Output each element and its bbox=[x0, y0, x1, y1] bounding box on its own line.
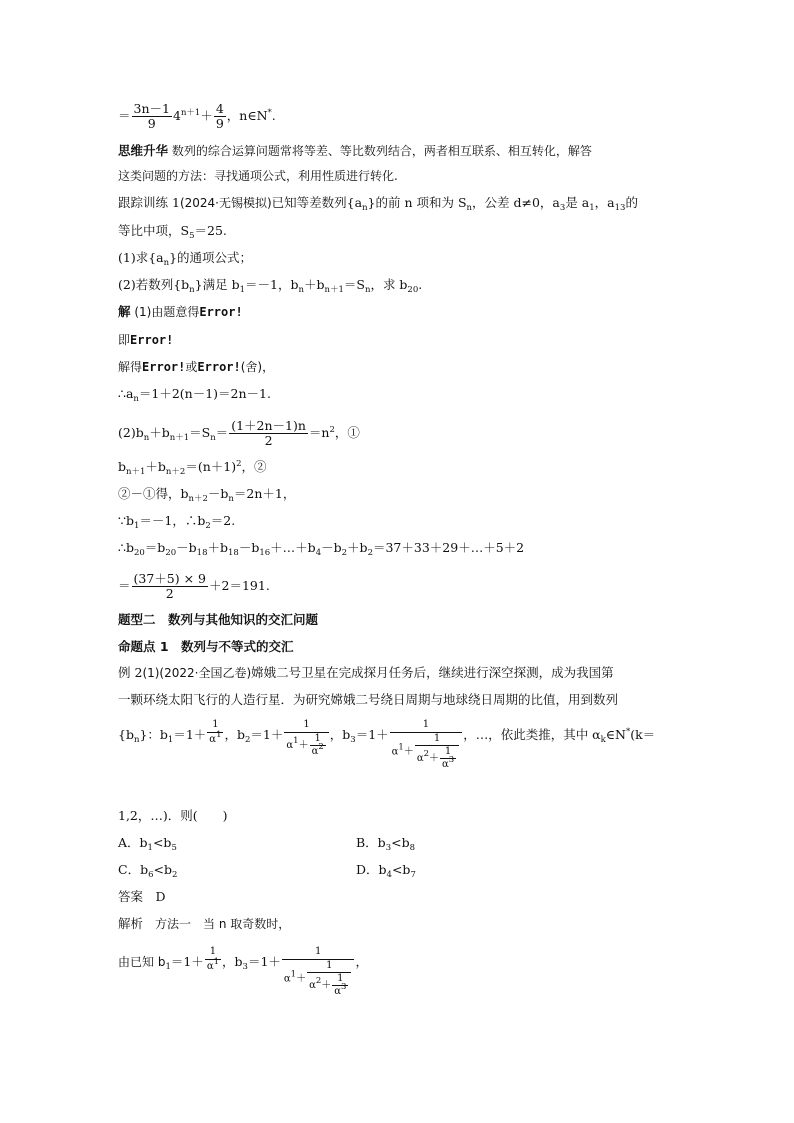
numerator: (37＋5) × 9 bbox=[133, 571, 207, 586]
text: ＝n bbox=[308, 425, 330, 440]
text: ∵b bbox=[118, 513, 134, 528]
text: (2)若数列{b bbox=[118, 277, 190, 292]
subscript: n bbox=[163, 258, 170, 268]
fraction bbox=[132, 572, 209, 601]
fraction-b2 bbox=[284, 718, 328, 758]
track-source: (2024·无锡模拟) bbox=[179, 196, 272, 210]
error-text: Error! bbox=[130, 333, 174, 347]
track-line-1 bbox=[118, 194, 638, 212]
subscript: n＋1 bbox=[324, 285, 344, 295]
text: (1)由题意得 bbox=[130, 305, 200, 319]
text: . bbox=[418, 277, 423, 292]
text: 已知等差数列{a bbox=[271, 195, 363, 210]
subscript: 6 bbox=[148, 870, 154, 880]
text: －b bbox=[176, 540, 197, 555]
text: 等比中项，S bbox=[118, 223, 190, 238]
fraction-b3-analysis bbox=[282, 945, 355, 998]
text: ＝ bbox=[118, 578, 131, 593]
answer: 答案 D bbox=[118, 889, 166, 904]
solution-line-5 bbox=[118, 419, 360, 448]
text: ＝1＋ bbox=[247, 954, 281, 969]
subscript: 2 bbox=[205, 521, 211, 531]
text: {b bbox=[118, 727, 134, 742]
track-line-2 bbox=[118, 222, 227, 240]
option-a[interactable] bbox=[118, 834, 177, 852]
solution-line-2 bbox=[118, 331, 173, 349]
analysis-line-2 bbox=[118, 940, 368, 1018]
numerator: 3n－1 bbox=[133, 101, 170, 116]
example-line-1 bbox=[118, 664, 614, 682]
text: ＝2n＋1， bbox=[233, 486, 296, 501]
example-source: (1)(2022·全国乙卷) bbox=[142, 666, 252, 680]
subscript: 3 bbox=[385, 843, 392, 853]
text: <b bbox=[391, 862, 411, 877]
text: ，b bbox=[329, 727, 351, 742]
text: 由已知 b bbox=[118, 955, 166, 969]
text: ＋…＋b bbox=[270, 540, 316, 555]
text: ＋b bbox=[149, 425, 170, 440]
denominator: 9 bbox=[215, 116, 224, 131]
subscript: n bbox=[364, 285, 371, 295]
subscript: 3 bbox=[559, 203, 566, 213]
subscript: 1 bbox=[133, 521, 140, 531]
text: 一颗环绕太阳飞行的人造行星．为研究嫦娥二号绕日周期与地球绕日周期的比值，用到数列 bbox=[118, 692, 619, 707]
text: ，② bbox=[241, 459, 267, 474]
text: ＋b bbox=[303, 277, 325, 292]
sequence-definition bbox=[118, 718, 655, 796]
question-2 bbox=[118, 276, 422, 294]
denominator: 9 bbox=[147, 116, 156, 131]
denominator: $\alpha^1+$ 1 $\alpha^2+$ $\frac{1}{\alpha^3}$ bbox=[390, 733, 463, 771]
text: 是 a bbox=[565, 195, 590, 210]
text: (1)求{a bbox=[118, 250, 164, 265]
subscript: 18 bbox=[228, 548, 239, 558]
text: 的 bbox=[625, 195, 638, 210]
subscript: n bbox=[143, 433, 150, 443]
subscript: 1 bbox=[239, 285, 246, 295]
text: ＝ bbox=[215, 425, 229, 440]
text: ＋ bbox=[200, 108, 213, 123]
subscript: 3 bbox=[242, 962, 248, 972]
subscript: 2 bbox=[171, 870, 178, 880]
text: 嫦娥二号卫星在完成探月任务后，继续进行深空探测，成为我国第 bbox=[251, 665, 614, 680]
text: ∈N bbox=[605, 727, 626, 742]
text: ，b bbox=[224, 727, 245, 742]
fraction bbox=[132, 102, 172, 131]
text: ＝b bbox=[144, 540, 166, 555]
text: －b bbox=[207, 486, 229, 501]
text: ＝ bbox=[118, 108, 131, 123]
text: ，① bbox=[334, 425, 360, 440]
subscript: 4 bbox=[315, 548, 322, 558]
option-b[interactable] bbox=[356, 834, 415, 852]
subscript: 20 bbox=[407, 285, 419, 295]
subscript: 2 bbox=[341, 548, 348, 558]
text: ＝(n＋1) bbox=[185, 459, 237, 474]
text: b bbox=[118, 459, 127, 474]
track-heading: 跟踪训练 1 bbox=[118, 195, 180, 210]
solution-line-6 bbox=[118, 458, 267, 476]
text: ，a bbox=[594, 195, 615, 210]
text: ∴a bbox=[118, 386, 134, 401]
exponent: n＋1 bbox=[180, 108, 201, 118]
subscript: n＋2 bbox=[165, 467, 186, 477]
subscript: n bbox=[362, 203, 368, 213]
example-line-2 bbox=[118, 691, 618, 709]
text: ＋b bbox=[207, 540, 228, 555]
summary-text: 这类问题的方法：寻找通项公式，利用性质进行转化. bbox=[118, 169, 398, 183]
text: ＝S bbox=[343, 277, 365, 292]
subscript: 1 bbox=[147, 843, 153, 853]
numerator: 1 bbox=[282, 945, 355, 960]
denominator: $\alpha^1$ bbox=[206, 957, 219, 972]
text: ＝1＋ bbox=[250, 727, 284, 742]
text: ＝25. bbox=[194, 223, 227, 238]
superscript: 2 bbox=[329, 425, 335, 435]
subscript: n＋1 bbox=[126, 467, 146, 477]
subscript: 1 bbox=[167, 735, 174, 745]
fraction bbox=[229, 419, 308, 448]
subscript: 18 bbox=[196, 548, 208, 558]
summary-line-2 bbox=[118, 167, 398, 185]
solution-line-10 bbox=[118, 572, 270, 601]
solution-line-8 bbox=[118, 512, 235, 530]
denominator: 2 bbox=[264, 433, 273, 448]
subscript: 4 bbox=[386, 870, 392, 880]
subscript: 7 bbox=[410, 870, 416, 880]
summary-text: 数列的综合运算问题常将等差、等比数列结合，两者相互联系、相互转化，解答 bbox=[168, 144, 592, 158]
numerator: (1＋2n－1)n bbox=[231, 418, 306, 433]
subscript: 20 bbox=[133, 548, 145, 558]
text: 解得 bbox=[118, 360, 143, 374]
text: ， bbox=[355, 954, 368, 969]
solution-line-4 bbox=[118, 385, 271, 403]
option-d[interactable] bbox=[356, 861, 416, 879]
superscript: * bbox=[625, 727, 631, 737]
text: }：b bbox=[139, 727, 168, 742]
solution-heading: 解 bbox=[118, 304, 131, 319]
text: <b bbox=[153, 862, 172, 877]
error-text: Error! bbox=[197, 360, 241, 374]
question-1 bbox=[118, 249, 252, 267]
solution-line-1 bbox=[118, 303, 243, 321]
subscript: n bbox=[133, 394, 139, 404]
text: (2)b bbox=[118, 425, 144, 440]
analysis-heading: 解析 bbox=[118, 916, 144, 931]
text: ＋b bbox=[347, 540, 368, 555]
superscript: * bbox=[267, 108, 272, 118]
text: ＋b bbox=[145, 459, 166, 474]
error-text: Error! bbox=[142, 360, 186, 374]
text: ＝－1，∴b bbox=[139, 513, 206, 528]
text: ②－①得，b bbox=[118, 486, 189, 501]
text: (舍)， bbox=[240, 360, 275, 374]
numerator: 1 bbox=[390, 718, 463, 733]
subscript: 5 bbox=[189, 231, 195, 241]
subscript: 1 bbox=[589, 203, 595, 213]
subscript: n bbox=[466, 203, 473, 213]
topic-heading: 题型二 数列与其他知识的交汇问题 bbox=[118, 612, 319, 627]
subscript: n＋1 bbox=[169, 433, 190, 443]
text: <b bbox=[152, 835, 172, 850]
subscript: n bbox=[189, 285, 195, 295]
subscript: n＋2 bbox=[188, 494, 208, 504]
text: (k＝ bbox=[630, 727, 656, 742]
subscript: 1 bbox=[165, 962, 171, 972]
text: ＝1＋ bbox=[170, 954, 204, 969]
text: B．b bbox=[356, 835, 386, 850]
subscript: 13 bbox=[614, 203, 626, 213]
subscript: 2 bbox=[367, 548, 373, 558]
text: ，n∈N bbox=[226, 108, 268, 123]
numerator: 1 bbox=[207, 718, 223, 733]
summary-line-1 bbox=[118, 142, 592, 160]
point-heading: 命题点 1 数列与不等式的交汇 bbox=[118, 639, 294, 654]
solution-line-3 bbox=[118, 358, 274, 376]
text: }的通项公式； bbox=[169, 250, 253, 265]
text: ，b bbox=[222, 954, 243, 969]
fraction-b1-analysis bbox=[205, 945, 221, 974]
subscript: n bbox=[133, 735, 140, 745]
fraction-b3 bbox=[390, 718, 463, 771]
superscript: 2 bbox=[236, 459, 242, 469]
subscript: n bbox=[228, 494, 234, 504]
text: ，公差 d≠0，a bbox=[472, 195, 560, 210]
subscript: n bbox=[210, 433, 216, 443]
fraction-b1 bbox=[207, 718, 223, 747]
text: 方法一 当 n 取奇数时， bbox=[143, 917, 291, 931]
text: ＝37＋33＋29＋…＋5＋2 bbox=[372, 540, 525, 555]
text: ＝1＋ bbox=[173, 727, 207, 742]
numerator: 4 bbox=[215, 101, 224, 116]
text: ∴b bbox=[118, 540, 134, 555]
denominator: $\alpha^1$ bbox=[209, 730, 222, 745]
text: . bbox=[271, 108, 276, 123]
denominator: $\alpha^1+$ 1 $\alpha^2+$ $\frac{1}{\alpha^3}$ bbox=[282, 960, 355, 998]
text: D．b bbox=[356, 862, 387, 877]
subscript: 2 bbox=[245, 735, 251, 745]
denominator: $\alpha^1+$ $\frac{1}{\alpha^2}$ bbox=[286, 733, 324, 757]
subscript: k bbox=[600, 735, 606, 745]
subscript: n bbox=[298, 285, 304, 295]
example-heading: 例 2 bbox=[118, 665, 143, 680]
text: ＝2. bbox=[210, 513, 236, 528]
subscript: 8 bbox=[409, 843, 416, 853]
denominator: 2 bbox=[165, 586, 174, 601]
text: ＋2＝191. bbox=[209, 578, 270, 593]
text: }的前 n 项和为 S bbox=[367, 195, 467, 210]
subscript: 20 bbox=[165, 548, 177, 558]
numerator: 1 bbox=[205, 945, 221, 960]
subscript: 16 bbox=[259, 548, 271, 558]
text: ，求 b bbox=[370, 277, 408, 292]
sequence-end: 1,2，…)．则( ) bbox=[118, 808, 228, 823]
text: C．b bbox=[118, 862, 149, 877]
text: 4 bbox=[172, 108, 181, 123]
numerator: 1 bbox=[284, 718, 328, 733]
text: ＝1＋2(n－1)＝2n－1. bbox=[138, 386, 271, 401]
text: ，…，依此类推，其中 α bbox=[463, 727, 601, 742]
text: －b bbox=[238, 540, 260, 555]
subscript: 5 bbox=[171, 843, 177, 853]
solution-line-9 bbox=[118, 539, 524, 557]
text: ＝－1，b bbox=[245, 277, 299, 292]
text: －b bbox=[321, 540, 342, 555]
analysis-line-1 bbox=[118, 915, 290, 933]
solution-line-7 bbox=[118, 485, 295, 503]
text: ＝S bbox=[189, 425, 211, 440]
error-text: Error! bbox=[199, 305, 243, 319]
fraction bbox=[214, 102, 226, 131]
text: 或 bbox=[185, 360, 198, 374]
formula-line-1 bbox=[118, 102, 276, 131]
text: <b bbox=[391, 835, 410, 850]
text: A．b bbox=[118, 835, 148, 850]
text: }满足 b bbox=[194, 277, 240, 292]
option-c[interactable] bbox=[118, 861, 177, 879]
subscript: 3 bbox=[350, 735, 356, 745]
text: ＝1＋ bbox=[355, 727, 389, 742]
summary-heading: 思维升华 bbox=[118, 143, 169, 158]
text: 即 bbox=[118, 333, 131, 347]
